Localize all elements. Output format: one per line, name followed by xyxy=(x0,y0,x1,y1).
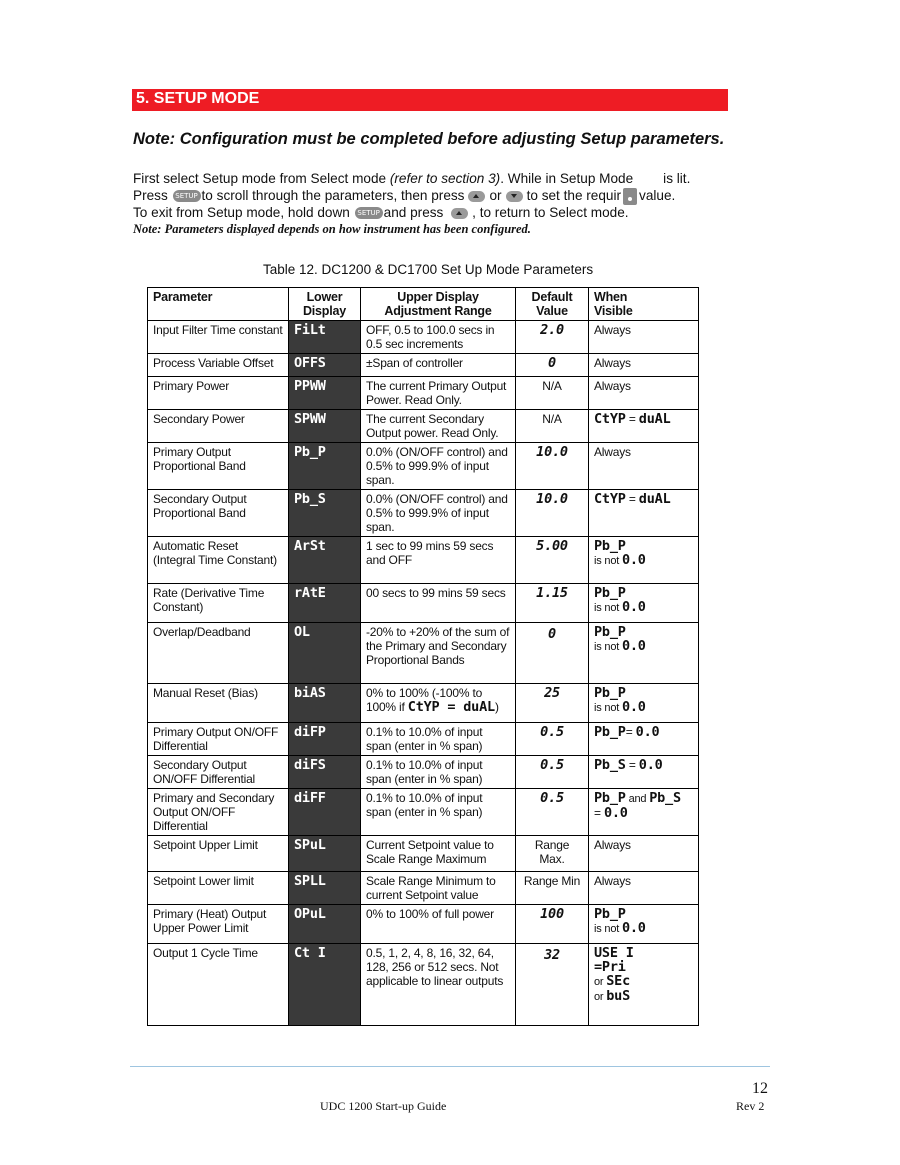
up-arrow-button-icon xyxy=(468,191,485,202)
visible-cell: Always xyxy=(589,321,699,354)
table-row xyxy=(148,836,699,872)
display-code: Pb_P xyxy=(594,724,626,740)
range-cell: 0.1% to 10.0% of input span (enter in % span) xyxy=(361,756,516,789)
table-row xyxy=(148,354,699,377)
lower-display-cell: OL xyxy=(289,623,361,684)
range-cell: The current Secondary Output power. Read Only. xyxy=(361,410,516,443)
default-cell: 10.0 xyxy=(516,443,589,490)
table-caption: Table 12. DC1200 & DC1700 Set Up Mode Parameters xyxy=(263,262,594,277)
default-cell: 0 xyxy=(516,354,589,377)
setup-button-icon: SETUP xyxy=(173,190,201,202)
display-code: 0.0 xyxy=(621,638,646,654)
parameter-cell: Secondary Output Proportional Band xyxy=(148,490,289,537)
default-cell: N/A xyxy=(516,410,589,443)
display-code: =Pri xyxy=(594,959,626,975)
table-row xyxy=(148,490,699,537)
parameter-cell: Overlap/Deadband xyxy=(148,623,289,684)
intro-text: and press xyxy=(383,205,444,220)
parameter-cell: Manual Reset (Bias) xyxy=(148,684,289,723)
default-cell: 2.0 xyxy=(516,321,589,354)
display-code: 0.0 xyxy=(621,599,646,615)
display-code: CtYP xyxy=(594,411,626,427)
setup-parameters-table xyxy=(147,287,699,1026)
intro-text: To exit from Setup mode, hold down xyxy=(133,205,350,220)
default-cell: 0.5 xyxy=(516,789,589,836)
range-cell: 1 sec to 99 mins 59 secs and OFF xyxy=(361,537,516,584)
display-code: CtYP = duAL xyxy=(407,699,495,715)
range-cell: ±Span of controller xyxy=(361,354,516,377)
default-cell: N/A xyxy=(516,377,589,410)
visible-cell xyxy=(589,723,699,756)
range-cell: 0.1% to 10.0% of input span (enter in % span) xyxy=(361,789,516,836)
intro-text: to set the requir xyxy=(526,188,622,203)
header-label: When xyxy=(594,290,628,304)
visible-cell xyxy=(589,490,699,537)
lower-display-cell: SPWW xyxy=(289,410,361,443)
visible-cell xyxy=(589,584,699,623)
parameter-cell: Primary Power xyxy=(148,377,289,410)
display-code: Pb_P xyxy=(594,585,626,601)
range-cell: 0.0% (ON/OFF control) and 0.5% to 999.9% of input span. xyxy=(361,443,516,490)
visible-cell: Always xyxy=(589,354,699,377)
header-label: Adjustment Range xyxy=(384,304,492,318)
visible-text: is not xyxy=(594,923,622,935)
table-row xyxy=(148,684,699,723)
parameter-cell: Primary and Secondary Output ON/OFF Differential xyxy=(148,789,289,836)
table-row xyxy=(148,905,699,944)
intro-text: . While in Setup Mode xyxy=(500,171,634,186)
table-header-row xyxy=(148,288,699,321)
footer-divider xyxy=(130,1066,770,1067)
display-code: SEc xyxy=(606,973,631,989)
default-cell: 1.15 xyxy=(516,584,589,623)
default-cell: 5.00 xyxy=(516,537,589,584)
visible-cell xyxy=(589,756,699,789)
visible-text: is not xyxy=(594,602,622,614)
visible-cell xyxy=(589,944,699,1026)
visible-text: = xyxy=(625,412,639,426)
visible-cell: Always xyxy=(589,377,699,410)
lower-display-cell: Ct I xyxy=(289,944,361,1026)
section-heading-bar xyxy=(132,89,728,111)
range-cell: 0% to 100% of full power xyxy=(361,905,516,944)
display-code: Pb_S xyxy=(649,790,681,806)
display-code: Pb_P xyxy=(594,624,626,640)
range-cell: OFF, 0.5 to 100.0 secs in 0.5 sec increments xyxy=(361,321,516,354)
intro-text: to scroll through the parameters, then press xyxy=(201,188,465,203)
intro-text: Press xyxy=(133,188,168,203)
default-cell: 25 xyxy=(516,684,589,723)
lower-display-cell: FiLt xyxy=(289,321,361,354)
display-code: Pb_P xyxy=(594,538,626,554)
configuration-note: Note: Configuration must be completed before adjusting Setup parameters. xyxy=(133,130,725,148)
header-when-visible xyxy=(589,288,699,321)
range-cell: Scale Range Minimum to current Setpoint value xyxy=(361,872,516,905)
table-row xyxy=(148,321,699,354)
default-cell: 0.5 xyxy=(516,756,589,789)
visible-cell xyxy=(589,905,699,944)
display-code: duAL xyxy=(638,411,671,427)
table-row xyxy=(148,443,699,490)
parameter-cell: Rate (Derivative Time Constant) xyxy=(148,584,289,623)
intro-text: is lit. xyxy=(663,171,691,186)
table-row xyxy=(148,410,699,443)
range-cell: 0.1% to 10.0% of input span (enter in % span) xyxy=(361,723,516,756)
lower-display-cell: ArSt xyxy=(289,537,361,584)
header-lower-display xyxy=(289,288,361,321)
table-row xyxy=(148,537,699,584)
range-cell: 0.0% (ON/OFF control) and 0.5% to 999.9% of input span. xyxy=(361,490,516,537)
intro-line-2 xyxy=(133,187,675,205)
header-label: Visible xyxy=(594,304,633,318)
lower-display-cell: diFF xyxy=(289,789,361,836)
parameter-cell: Automatic Reset (Integral Time Constant) xyxy=(148,537,289,584)
display-code: USE I xyxy=(594,945,634,961)
visible-text: and xyxy=(625,793,650,805)
table-row xyxy=(148,944,699,1026)
parameter-cell: Primary (Heat) Output Upper Power Limit xyxy=(148,905,289,944)
table-row xyxy=(148,623,699,684)
lower-display-cell: biAS xyxy=(289,684,361,723)
parameters-note: Note: Parameters displayed depends on how instrument has been configured. xyxy=(133,222,531,236)
default-cell: 100 xyxy=(516,905,589,944)
intro-line-3 xyxy=(133,204,629,221)
range-cell: -20% to +20% of the sum of the Primary and Secondary Proportional Bands xyxy=(361,623,516,684)
display-code: 0.0 xyxy=(621,920,646,936)
parameter-cell: Setpoint Lower limit xyxy=(148,872,289,905)
display-code: 0.0 xyxy=(621,699,646,715)
header-parameter xyxy=(148,288,289,321)
display-code: Pb_P xyxy=(594,685,626,701)
range-text: ) xyxy=(494,700,499,714)
lower-display-cell: PPWW xyxy=(289,377,361,410)
range-text: 0% to 100% (-100% to 100% if xyxy=(366,686,483,714)
visible-cell xyxy=(589,684,699,723)
display-code: 0.0 xyxy=(638,757,663,773)
table-row xyxy=(148,872,699,905)
visible-text: = xyxy=(625,725,636,739)
up-arrow-button-icon xyxy=(451,208,468,219)
lower-display-cell: diFS xyxy=(289,756,361,789)
parameter-cell: Setpoint Upper Limit xyxy=(148,836,289,872)
default-cell: 32 xyxy=(516,944,589,1026)
header-label: Default xyxy=(531,290,573,304)
parameter-cell: Primary Output ON/OFF Differential xyxy=(148,723,289,756)
visible-text: is not xyxy=(594,555,622,567)
visible-cell: Always xyxy=(589,443,699,490)
table-row xyxy=(148,723,699,756)
header-label: Value xyxy=(536,304,568,318)
visible-text: is not xyxy=(594,702,622,714)
header-label: Upper Display xyxy=(397,290,479,304)
display-code: Pb_P xyxy=(594,906,626,922)
setup-button-icon: SETUP xyxy=(355,207,383,219)
intro-line-1 xyxy=(133,170,690,187)
parameter-cell: Process Variable Offset xyxy=(148,354,289,377)
range-cell: The current Primary Output Power. Read Only. xyxy=(361,377,516,410)
intro-text: First select Setup mode from Select mode xyxy=(133,171,390,186)
range-cell xyxy=(361,684,516,723)
visible-cell xyxy=(589,410,699,443)
visible-cell xyxy=(589,623,699,684)
manual-button-icon xyxy=(623,188,637,205)
table-row xyxy=(148,789,699,836)
intro-text: or xyxy=(489,188,502,203)
header-label: Display xyxy=(302,304,347,318)
default-cell: 0.5 xyxy=(516,723,589,756)
lower-display-cell: rAtE xyxy=(289,584,361,623)
default-cell: Range Min xyxy=(516,872,589,905)
table-row xyxy=(148,756,699,789)
display-code: Pb_P xyxy=(594,790,626,806)
footer-document-title: UDC 1200 Start-up Guide xyxy=(320,1099,447,1113)
lower-display-cell: diFP xyxy=(289,723,361,756)
lower-display-cell: SPLL xyxy=(289,872,361,905)
down-arrow-button-icon xyxy=(506,191,523,202)
lower-display-cell: SPuL xyxy=(289,836,361,872)
lower-display-cell: OPuL xyxy=(289,905,361,944)
range-cell: 0.5, 1, 2, 4, 8, 16, 32, 64, 128, 256 or 512 secs. Not applicable to linear outputs xyxy=(361,944,516,1026)
header-upper-display xyxy=(361,288,516,321)
display-code: 0.0 xyxy=(603,805,628,821)
lower-display-cell: Pb_P xyxy=(289,443,361,490)
display-code: 0.0 xyxy=(621,552,646,568)
section-title: 5. SETUP MODE xyxy=(136,90,260,107)
visible-cell: Always xyxy=(589,836,699,872)
display-code: CtYP xyxy=(594,491,626,507)
visible-text: = xyxy=(594,806,604,820)
visible-cell xyxy=(589,537,699,584)
display-code: duAL xyxy=(638,491,671,507)
visible-text: or xyxy=(594,976,607,988)
table-row xyxy=(148,377,699,410)
default-cell: Range Max. xyxy=(516,836,589,872)
header-default-value xyxy=(516,288,589,321)
parameter-cell: Secondary Power xyxy=(148,410,289,443)
lower-display-cell: Pb_S xyxy=(289,490,361,537)
default-cell: 10.0 xyxy=(516,490,589,537)
display-code: Pb_S xyxy=(594,757,626,773)
visible-text: or xyxy=(594,991,607,1003)
display-code: buS xyxy=(606,988,631,1004)
visible-text: = xyxy=(625,758,639,772)
section-reference: (refer to section 3) xyxy=(389,171,501,186)
parameter-cell: Output 1 Cycle Time xyxy=(148,944,289,1026)
parameter-cell: Input Filter Time constant xyxy=(148,321,289,354)
default-cell: 0 xyxy=(516,623,589,684)
lower-display-cell: OFFS xyxy=(289,354,361,377)
intro-text: value. xyxy=(639,188,676,203)
parameter-cell: Secondary Output ON/OFF Differential xyxy=(148,756,289,789)
header-label: Parameter xyxy=(153,290,213,304)
table-row xyxy=(148,584,699,623)
parameter-cell: Primary Output Proportional Band xyxy=(148,443,289,490)
intro-text: , to return to Select mode. xyxy=(472,205,629,220)
visible-text: = xyxy=(625,492,639,506)
visible-cell: Always xyxy=(589,872,699,905)
range-cell: Current Setpoint value to Scale Range Maximum xyxy=(361,836,516,872)
display-code: 0.0 xyxy=(635,724,660,740)
visible-text: is not xyxy=(594,641,622,653)
page-number: 12 xyxy=(752,1080,768,1097)
range-cell: 00 secs to 99 mins 59 secs xyxy=(361,584,516,623)
visible-cell xyxy=(589,789,699,836)
header-label: Lower xyxy=(306,290,343,304)
footer-revision: Rev 2 xyxy=(736,1099,765,1113)
